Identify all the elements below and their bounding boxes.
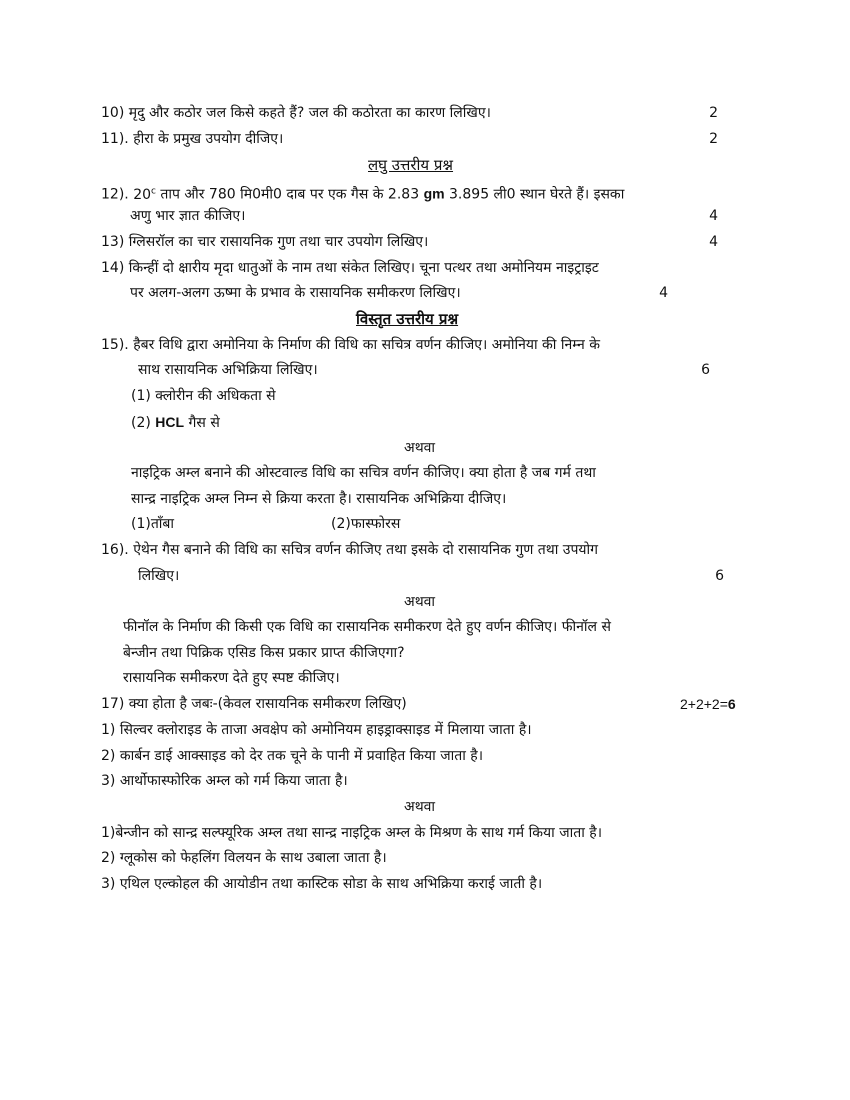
question-text: किन्हीं दो क्षारीय मृदा धातुओं के नाम तथा संकेत लिखिए। चूना पत्थर तथा अमोनियम नाइट्राइट (128, 260, 599, 276)
question-14 (101, 259, 599, 277)
list-item: 1)बेन्जीन को सान्द्र सल्फ्यूरिक अम्ल तथा सान्द्र नाइट्रिक अम्ल के मिश्रण के साथ गर्म किया जाता है। (101, 825, 603, 841)
marks: 4 (709, 208, 718, 224)
list-item: 3) एथिल एल्कोहल की आयोडीन तथा कास्टिक सोडा के साथ अभिक्रिया कराई जाती है। (101, 876, 543, 892)
question-12 (101, 182, 624, 204)
question-15 (101, 336, 600, 354)
question-10 (101, 104, 491, 122)
list-item: 3) आर्थोफास्फोरिक अम्ल को गर्म किया जाता है। (101, 773, 348, 789)
question-text: मृदु और कठोर जल किसे कहते हैं? जल की कठोरता का कारण लिखिए। (128, 105, 491, 121)
alt-sub-item-1: (1)ताँबा (131, 516, 175, 532)
question-text: हीरा के प्रमुख उपयोग दीजिए। (133, 131, 284, 147)
question-text: ऐथेन गैस बनाने की विधि का सचित्र वर्णन कीजिए तथा इसके दो रासायनिक गुण तथा उपयोग (133, 542, 599, 558)
marks: 2+2+2=6 (680, 696, 736, 712)
or-separator: अथवा (404, 799, 436, 815)
temperature: 20$^c$ (133, 186, 156, 203)
hcl-formula: HCL (155, 414, 185, 430)
alternative-question-text-line2: बेन्जीन तथा पिक्रिक एसिड किस प्रकार प्राप्त कीजिएगा? (123, 645, 405, 661)
marks: 2 (709, 131, 718, 147)
or-separator: अथवा (404, 440, 436, 456)
question-number: 15). (101, 337, 129, 353)
section-heading-short-answer: लघु उत्तरीय प्रश्न (368, 156, 454, 174)
question-text: हैबर विधि द्वारा अमोनिया के निर्माण की विधि का सचित्र वर्णन कीजिए। अमोनिया की निम्न के (133, 337, 600, 353)
marks: 2 (709, 105, 718, 121)
question-number: 13) (101, 234, 125, 250)
question-text: ताप और 780 मि0मी0 दाब पर एक गैस के 2.83 (160, 186, 420, 203)
marks: 4 (659, 285, 668, 301)
question-text-line2: साथ रासायनिक अभिक्रिया लिखिए। (138, 362, 318, 378)
question-13 (101, 233, 428, 251)
question-text: 3.895 ली0 स्थान घेरते हैं। इसका (449, 186, 625, 203)
question-11 (101, 130, 283, 148)
marks: 4 (709, 234, 718, 250)
sub-item-1: (1) क्लोरीन की अधिकता से (131, 388, 276, 404)
alternative-question-text: नाइट्रिक अम्ल बनाने की ओस्टवाल्ड विधि का सचित्र वर्णन कीजिए। क्या होता है जब गर्म तथा (131, 465, 596, 481)
sub-item-2: (2) HCL गैस से (131, 414, 220, 431)
question-number: 17) (101, 696, 125, 712)
marks: 6 (715, 568, 724, 584)
question-number: 14) (101, 260, 125, 276)
question-number: 12). (101, 186, 129, 203)
list-item: 2) कार्बन डाई आक्साइड को देर तक चूने के पानी में प्रवाहित किया जाता है। (101, 748, 484, 764)
alternative-question-text: फीनॉल के निर्माण की किसी एक विधि का रासायनिक समीकरण देते हुए वर्णन कीजिए। फीनॉल से (123, 619, 611, 635)
question-number: 16). (101, 542, 129, 558)
question-number: 10) (101, 105, 125, 121)
question-text-line2: अणु भार ज्ञात कीजिए। (130, 208, 246, 224)
question-text-line2: पर अलग-अलग ऊष्मा के प्रभाव के रासायनिक समीकरण लिखिए। (130, 285, 461, 301)
question-number: 11). (101, 131, 129, 147)
alternative-question-text-line3: रासायनिक समीकरण देते हुए स्पष्ट कीजिए। (123, 670, 340, 686)
section-heading-long-answer: विस्तृत उत्तरीय प्रश्न (356, 310, 459, 328)
alt-sub-item-2: (2)फास्फोरस (331, 516, 401, 532)
question-text: ग्लिसरॉल का चार रासायनिक गुण तथा चार उपयोग लिखिए। (128, 234, 429, 250)
alternative-question-text-line2: सान्द्र नाइट्रिक अम्ल निम्न से क्रिया करता है। रासायनिक अभिक्रिया दीजिए। (131, 491, 507, 507)
or-separator: अथवा (404, 594, 436, 610)
list-item: 2) ग्लूकोस को फेहलिंग विलयन के साथ उबाला जाता है। (101, 850, 387, 866)
marks: 6 (701, 362, 710, 378)
question-text-line2: लिखिए। (138, 568, 180, 584)
question-text: क्या होता है जबः-(केवल रासायनिक समीकरण लिखिए) (128, 696, 407, 712)
question-16 (101, 541, 598, 559)
unit-gm: gm (423, 185, 445, 202)
question-17 (101, 695, 407, 713)
list-item: 1) सिल्वर क्लोराइड के ताजा अवक्षेप को अमोनियम हाइड्राक्साइड में मिलाया जाता है। (101, 722, 532, 738)
